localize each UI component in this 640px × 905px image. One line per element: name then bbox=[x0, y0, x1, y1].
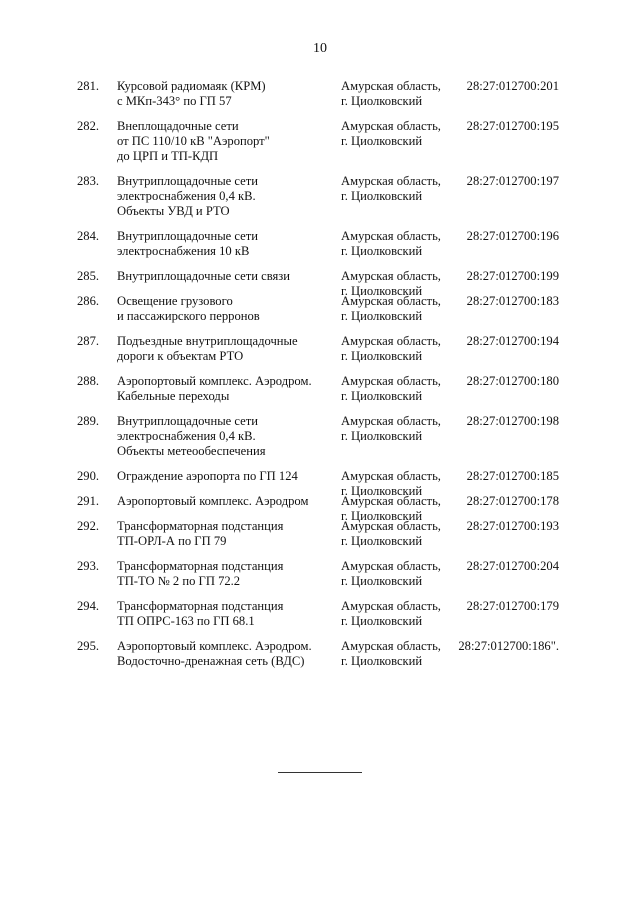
object-location bbox=[341, 294, 441, 324]
table-row bbox=[0, 119, 640, 164]
table-row bbox=[0, 294, 640, 324]
cadastral-number: 28:27:012700:195 bbox=[466, 119, 559, 133]
table-row bbox=[0, 599, 640, 629]
page-number: 10 bbox=[313, 41, 327, 56]
table-row bbox=[0, 469, 640, 498]
object-location bbox=[341, 414, 441, 444]
object-name-line: Освещение грузового bbox=[117, 294, 233, 308]
cadastral-number: 28:27:012700:194 bbox=[466, 334, 559, 348]
table-row bbox=[0, 174, 640, 219]
cadastral-number: 28:27:012700:197 bbox=[466, 174, 559, 188]
end-rule-divider bbox=[278, 772, 362, 773]
object-location-line: Амурская область, bbox=[341, 639, 441, 653]
object-name bbox=[117, 79, 335, 109]
table-row bbox=[0, 414, 640, 459]
object-name-line: Подъездные внутриплощадочные bbox=[117, 334, 298, 348]
object-location-line: Амурская область, bbox=[341, 334, 441, 348]
object-name-line: Объекты метеообеспечения bbox=[117, 444, 266, 458]
object-name-line: электроснабжения 10 кВ bbox=[117, 244, 250, 258]
cadastral-number: 28:27:012700:198 bbox=[466, 414, 559, 428]
object-location-line: Амурская область, bbox=[341, 269, 441, 283]
table-row bbox=[0, 639, 640, 669]
object-name-line: Внутриплощадочные сети bbox=[117, 414, 258, 428]
object-name-line: Внутриплощадочные сети bbox=[117, 174, 258, 188]
row-number: 288. bbox=[77, 374, 100, 388]
row-number: 290. bbox=[77, 469, 100, 483]
object-name-line: ТП-ТО № 2 по ГП 72.2 bbox=[117, 574, 241, 588]
object-location-line: г. Циолковский bbox=[341, 134, 423, 148]
object-location bbox=[341, 79, 441, 109]
object-name-line: с МКп-343° по ГП 57 bbox=[117, 94, 232, 108]
object-location-line: Амурская область, bbox=[341, 119, 441, 133]
row-number: 285. bbox=[77, 269, 100, 283]
row-number: 284. bbox=[77, 229, 100, 243]
table-row bbox=[0, 374, 640, 404]
object-name bbox=[117, 119, 335, 164]
table-row bbox=[0, 519, 640, 549]
object-location-line: г. Циолковский bbox=[341, 389, 423, 403]
object-name bbox=[117, 334, 335, 364]
object-location-line: г. Циолковский bbox=[341, 244, 423, 258]
object-name bbox=[117, 294, 335, 324]
object-name-line: Внутриплощадочные сети bbox=[117, 229, 258, 243]
cadastral-number: 28:27:012700:193 bbox=[466, 519, 559, 533]
object-name-line: и пассажирского перронов bbox=[117, 309, 260, 323]
row-number: 294. bbox=[77, 599, 100, 613]
object-name bbox=[117, 494, 335, 509]
row-number: 287. bbox=[77, 334, 100, 348]
object-location-line: Амурская область, bbox=[341, 229, 441, 243]
table-row bbox=[0, 334, 640, 364]
object-name-line: Трансформаторная подстанция bbox=[117, 559, 284, 573]
object-location-line: г. Циолковский bbox=[341, 654, 423, 668]
table-row bbox=[0, 229, 640, 259]
object-name bbox=[117, 519, 335, 549]
object-name-line: Курсовой радиомаяк (КРМ) bbox=[117, 79, 266, 93]
cadastral-number: 28:27:012700:204 bbox=[466, 559, 559, 573]
row-number: 295. bbox=[77, 639, 100, 653]
object-location bbox=[341, 229, 441, 259]
object-name bbox=[117, 229, 335, 259]
object-location-line: Амурская область, bbox=[341, 174, 441, 188]
object-location-line: г. Циолковский bbox=[341, 574, 423, 588]
object-location-line: г. Циолковский bbox=[341, 284, 423, 298]
object-name-line: Объекты УВД и РТО bbox=[117, 204, 230, 218]
row-number: 292. bbox=[77, 519, 100, 533]
object-name-line: электроснабжения 0,4 кВ. bbox=[117, 429, 256, 443]
object-location bbox=[341, 174, 441, 204]
object-name-line: до ЦРП и ТП-КДП bbox=[117, 149, 219, 163]
table-row bbox=[0, 79, 640, 109]
object-name bbox=[117, 174, 335, 219]
object-name-line: ТП-ОРЛ-А по ГП 79 bbox=[117, 534, 227, 548]
object-location-line: г. Циолковский bbox=[341, 94, 423, 108]
object-location-line: Амурская область, bbox=[341, 559, 441, 573]
table-row bbox=[0, 269, 640, 298]
object-name-line: ТП ОПРС-163 по ГП 68.1 bbox=[117, 614, 255, 628]
row-number: 291. bbox=[77, 494, 100, 508]
object-location-line: г. Циолковский bbox=[341, 429, 423, 443]
object-name bbox=[117, 469, 335, 484]
object-name-line: Аэропортовый комплекс. Аэродром. bbox=[117, 374, 312, 388]
object-name-line: Кабельные переходы bbox=[117, 389, 230, 403]
object-location bbox=[341, 559, 441, 589]
object-name bbox=[117, 559, 335, 589]
cadastral-number: 28:27:012700:186". bbox=[458, 639, 559, 653]
object-name-line: Трансформаторная подстанция bbox=[117, 599, 284, 613]
object-location-line: Амурская область, bbox=[341, 414, 441, 428]
object-name-line: Трансформаторная подстанция bbox=[117, 519, 284, 533]
object-name bbox=[117, 639, 335, 669]
row-number: 281. bbox=[77, 79, 100, 93]
object-location-line: Амурская область, bbox=[341, 79, 441, 93]
object-location bbox=[341, 374, 441, 404]
object-location bbox=[341, 119, 441, 149]
cadastral-number: 28:27:012700:196 bbox=[466, 229, 559, 243]
object-name bbox=[117, 599, 335, 629]
object-name bbox=[117, 414, 335, 459]
object-location-line: Амурская область, bbox=[341, 519, 441, 533]
cadastral-number: 28:27:012700:183 bbox=[466, 294, 559, 308]
object-location-line: г. Циолковский bbox=[341, 309, 423, 323]
object-location bbox=[341, 639, 441, 669]
cadastral-number: 28:27:012700:185 bbox=[466, 469, 559, 483]
object-name-line: Ограждение аэропорта по ГП 124 bbox=[117, 469, 298, 483]
cadastral-number: 28:27:012700:178 bbox=[466, 494, 559, 508]
object-location-line: Амурская область, bbox=[341, 494, 441, 508]
row-number: 283. bbox=[77, 174, 100, 188]
row-number: 282. bbox=[77, 119, 100, 133]
table-row bbox=[0, 494, 640, 523]
cadastral-number: 28:27:012700:179 bbox=[466, 599, 559, 613]
object-location-line: г. Циолковский bbox=[341, 614, 423, 628]
cadastral-number: 28:27:012700:201 bbox=[466, 79, 559, 93]
object-name-line: Аэропортовый комплекс. Аэродром. bbox=[117, 639, 312, 653]
object-name-line: Водосточно-дренажная сеть (ВДС) bbox=[117, 654, 305, 668]
object-location-line: г. Циолковский bbox=[341, 349, 423, 363]
object-location bbox=[341, 599, 441, 629]
row-number: 293. bbox=[77, 559, 100, 573]
object-location-line: Амурская область, bbox=[341, 469, 441, 483]
object-name-line: дороги к объектам РТО bbox=[117, 349, 244, 363]
row-number: 289. bbox=[77, 414, 100, 428]
object-name bbox=[117, 269, 335, 284]
row-number: 286. bbox=[77, 294, 100, 308]
cadastral-number: 28:27:012700:180 bbox=[466, 374, 559, 388]
object-name bbox=[117, 374, 335, 404]
object-name-line: Внеплощадочные сети bbox=[117, 119, 239, 133]
object-location-line: г. Циолковский bbox=[341, 534, 423, 548]
objects-table bbox=[0, 79, 640, 679]
object-location-line: г. Циолковский bbox=[341, 509, 423, 523]
object-location-line: Амурская область, bbox=[341, 294, 441, 308]
object-location-line: Амурская область, bbox=[341, 374, 441, 388]
object-location-line: г. Циолковский bbox=[341, 189, 423, 203]
object-name-line: Аэропортовый комплекс. Аэродром bbox=[117, 494, 309, 508]
object-location-line: г. Циолковский bbox=[341, 484, 423, 498]
object-location-line: Амурская область, bbox=[341, 599, 441, 613]
table-row bbox=[0, 559, 640, 589]
object-name-line: Внутриплощадочные сети связи bbox=[117, 269, 290, 283]
object-name-line: электроснабжения 0,4 кВ. bbox=[117, 189, 256, 203]
object-location bbox=[341, 519, 441, 549]
object-location bbox=[341, 334, 441, 364]
cadastral-number: 28:27:012700:199 bbox=[466, 269, 559, 283]
object-name-line: от ПС 110/10 кВ "Аэропорт" bbox=[117, 134, 270, 148]
